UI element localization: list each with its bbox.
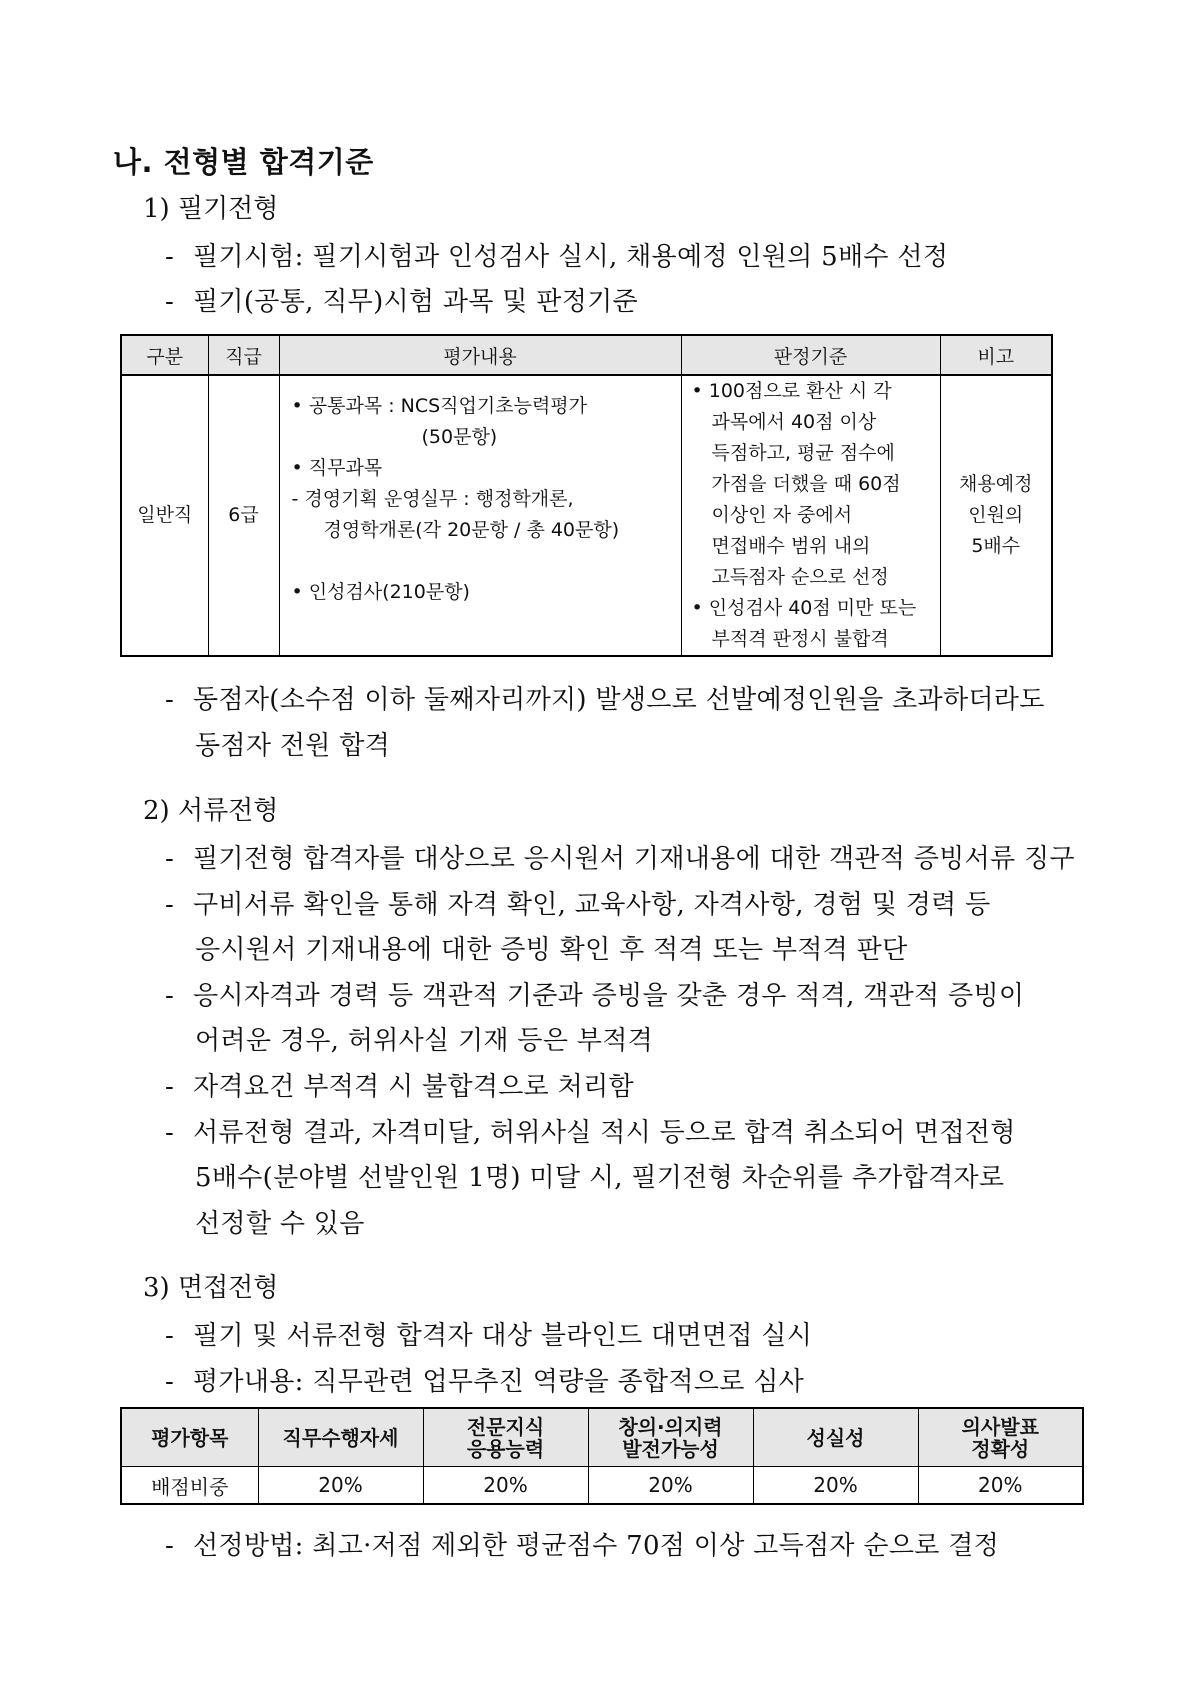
cell-criteria (681, 375, 940, 656)
dash: - (165, 890, 175, 920)
dash: - (165, 1321, 175, 1351)
document-bullet-5 (165, 1112, 1016, 1149)
dash: - (165, 1072, 175, 1102)
header-item (258, 1408, 423, 1467)
tie-note-cont: 동점자 전원 합격 (195, 731, 391, 761)
header-note: 비고 (940, 335, 1052, 375)
header-item (588, 1408, 753, 1467)
document-bullet-3 (165, 975, 1024, 1012)
dash: - (165, 287, 175, 317)
note-line: 5배수 (971, 535, 1021, 557)
criteria-line: • 인성검사 40점 미만 또는 (691, 597, 917, 619)
header-content: 평가내용 (279, 335, 681, 375)
criteria-line: 과목에서 40점 이상 (711, 411, 877, 433)
bullet-text: 서류전형 결과, 자격미달, 허위사실 적시 등으로 합격 취소되어 면접전형 (193, 1118, 1016, 1148)
tie-note (165, 679, 1045, 716)
dash: - (165, 1118, 175, 1148)
bullet-text: 필기시험: 필기시험과 인성검사 실시, 채용예정 인원의 5배수 선정 (193, 242, 949, 272)
table-header-row (121, 335, 1052, 375)
interview-bullet-2 (165, 1361, 804, 1398)
dash: - (165, 844, 175, 874)
document-bullet-4 (165, 1066, 634, 1103)
criteria-line: 고득점자 순으로 선정 (711, 566, 889, 588)
weight-cell: 20% (918, 1467, 1083, 1505)
header-line: 의사발표 (961, 1414, 1039, 1439)
document-bullet-5-cont2: 선정할 수 있음 (195, 1209, 365, 1239)
header-line: 창의·의지력 (618, 1414, 723, 1439)
dash: - (165, 685, 175, 715)
criteria-line: • 100점으로 환산 시 각 (691, 380, 892, 402)
document-title: 2) 서류전형 (143, 796, 279, 826)
section-title: 나. 전형별 합격기준 (113, 145, 374, 179)
content-line: • 공통과목 : NCS직업기초능력평가 (291, 395, 588, 417)
content-line: • 직무과목 (291, 457, 383, 479)
row-label: 배점비중 (121, 1467, 258, 1505)
criteria-line: 이상인 자 중에서 (711, 504, 853, 526)
dash: - (165, 981, 175, 1011)
header-item (918, 1408, 1083, 1467)
bullet-text: 필기 및 서류전형 합격자 대상 블라인드 대면면접 실시 (193, 1321, 813, 1351)
written-title: 1) 필기전형 (143, 194, 279, 224)
interview-weight-table (120, 1407, 1084, 1505)
interview-title: 3) 면접전형 (143, 1273, 279, 1303)
written-bullet-1 (165, 236, 948, 273)
cell-note (940, 375, 1052, 656)
bullet-text: 응시자격과 경력 등 객관적 기준과 증빙을 갖춘 경우 적격, 객관적 증빙이 (193, 981, 1025, 1011)
dash: - (165, 1367, 175, 1397)
weight-cell: 20% (258, 1467, 423, 1505)
header-line: 발전가능성 (622, 1436, 719, 1461)
header-eval-item: 평가항목 (121, 1408, 258, 1467)
dash: - (165, 242, 175, 272)
bullet-text: 평가내용: 직무관련 업무추진 역량을 종합적으로 심사 (193, 1367, 805, 1397)
bullet-text: 구비서류 확인을 통해 자격 확인, 교육사항, 자격사항, 경험 및 경력 등 (193, 890, 991, 920)
content-line: 경영학개론(각 20문항 / 총 40문항) (323, 519, 620, 541)
dash: - (165, 1531, 175, 1561)
document-bullet-2-cont: 응시원서 기재내용에 대한 증빙 확인 후 적격 또는 부적격 판단 (195, 935, 908, 965)
bullet-text: 필기전형 합격자를 대상으로 응시원서 기재내용에 대한 객관적 증빙서류 징구 (193, 844, 1075, 874)
cell-grade: 6급 (208, 375, 279, 656)
bullet-text: 자격요건 부적격 시 불합격으로 처리함 (193, 1072, 634, 1102)
written-bullet-2 (165, 281, 638, 318)
bullet-text: 필기(공통, 직무)시험 과목 및 판정기준 (193, 287, 638, 317)
written-criteria-table (120, 334, 1053, 657)
document-bullet-1 (165, 838, 1075, 875)
weight-cell: 20% (753, 1467, 918, 1505)
criteria-line: 부적격 판정시 불합격 (711, 628, 889, 650)
content-line: - 경영기획 운영실무 : 행정학개론, (291, 488, 574, 510)
header-category: 구분 (121, 335, 208, 375)
interview-bullet-1 (165, 1315, 812, 1352)
content-line: • 인성검사(210문항) (291, 581, 470, 603)
header-item (423, 1408, 588, 1467)
header-line: 성실성 (806, 1425, 865, 1450)
bullet-text: 동점자(소수점 이하 둘째자리까지) 발생으로 선발예정인원을 초과하더라도 (193, 685, 1045, 715)
header-line: 직무수행자세 (282, 1425, 399, 1450)
weight-cell: 20% (588, 1467, 753, 1505)
criteria-line: 면접배수 범위 내의 (711, 535, 871, 557)
header-item (753, 1408, 918, 1467)
note-line: 채용예정 (959, 473, 1033, 495)
cell-content (279, 375, 681, 656)
cell-category: 일반직 (121, 375, 208, 656)
header-grade: 직급 (208, 335, 279, 375)
table-row (121, 375, 1052, 656)
table-row (121, 1467, 1083, 1505)
document-bullet-3-cont: 어려운 경우, 허위사실 기재 등은 부적격 (195, 1026, 654, 1056)
selection-method (165, 1525, 999, 1562)
note-line: 인원의 (968, 504, 1024, 526)
header-line: 전문지식 (466, 1414, 545, 1439)
content-line: (50문항) (421, 426, 498, 448)
header-line: 정확성 (971, 1436, 1030, 1461)
content-spacer (292, 546, 681, 577)
document-bullet-2 (165, 884, 991, 921)
header-line: 응용능력 (466, 1436, 545, 1461)
criteria-line: 득점하고, 평균 점수에 (711, 442, 895, 464)
table-header-row (121, 1408, 1083, 1467)
header-criteria: 판정기준 (681, 335, 940, 375)
bullet-text: 선정방법: 최고·저점 제외한 평균점수 70점 이상 고득점자 순으로 결정 (193, 1531, 1000, 1561)
document-bullet-5-cont: 5배수(분야별 선발인원 1명) 미달 시, 필기전형 차순위를 추가합격자로 (195, 1163, 1005, 1193)
criteria-line: 가점을 더했을 때 60점 (711, 473, 901, 495)
weight-cell: 20% (423, 1467, 588, 1505)
